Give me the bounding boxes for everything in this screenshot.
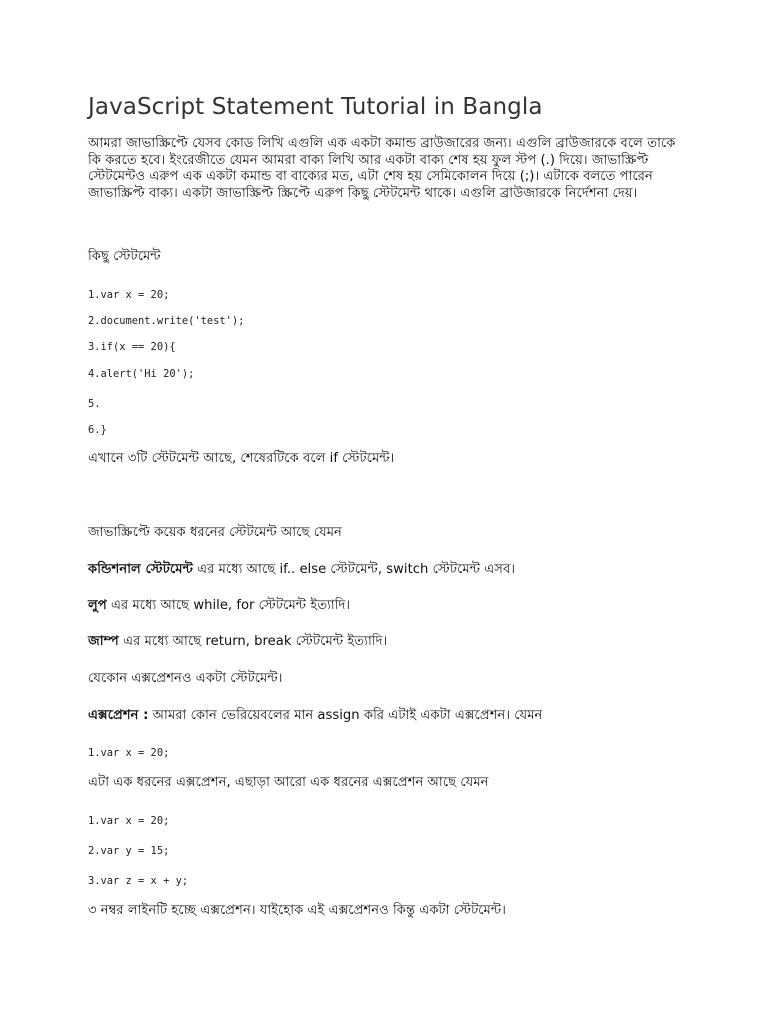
jump-line xyxy=(88,633,387,650)
loop-label: লুপ xyxy=(88,598,107,613)
code-line: 6.} xyxy=(88,424,107,436)
intro-paragraph: আমরা জাভাস্ক্রিপ্টে যেসব কোড লিখি এগুলি এক একটা কমান্ড ব্রাউজারের জন্য। এগুলি ব্রাউজারকে বলে তাকে কি করতে হবে। ইংরেজীতে যেমন আমরা বাক্য লিখি আর একটা বাক্য শেষ হয় ফুল স্টপ (.) দিয়ে। জাভাস্ক্রিপ্ট স্টেটমেন্টও এরুপ এক একটা কমান্ড বা বাক্যের মত, এটা শেষ হয় সেমিকোলন দিয়ে (;)। এটাকে বলতে পারেন জাভাস্ক্রিপ্ট বাক্য। একটা জাভাস্ক্রিপ্ট স্ক্রিপ্টে এরুপ কিছু স্টেটমেন্ট থাকে। এগুলি ব্রাউজারকে নির্দেশনা দেয়। xyxy=(88,136,676,201)
some-statements-heading: কিছু স্টেটমেন্ট xyxy=(88,249,161,264)
code-line: 2.var y = 15; xyxy=(88,845,170,857)
expression-text: আমরা কোন ভেরিয়েবলের মান assign করি এটাই একটা এক্সপ্রেশন। যেমন xyxy=(148,708,543,723)
loop-text: এর মধ্যে আছে while, for স্টেটমেন্ট ইত্যাদি। xyxy=(106,598,351,613)
page-title: JavaScript Statement Tutorial in Bangla xyxy=(88,94,543,120)
closing-text: ৩ নম্বর লাইনটি হচ্ছে এক্সপ্রেশন। যাইহোক এই এক্সপ্রেশনও কিন্তু একটা স্টেটমেন্ট। xyxy=(88,903,506,918)
code-line: 3.if(x == 20){ xyxy=(88,341,176,353)
code-line: 1.var x = 20; xyxy=(88,747,170,759)
jump-text: এর মধ্যে আছে return, break স্টেটমেন্ট ইত্যাদি। xyxy=(118,634,388,649)
types-heading: জাভাস্ক্রিপ্টে কয়েক ধরনের স্টেটমেন্ট আছে যেমন xyxy=(88,525,342,540)
code-line: 1.var x = 20; xyxy=(88,815,170,827)
expression-line xyxy=(88,707,542,724)
code-line: 1.var x = 20; xyxy=(88,289,170,301)
code-line: 5. xyxy=(88,398,101,410)
another-kind-text: এটা এক ধরনের এক্সপ্রেশন, এছাড়া আরো এক ধরনের এক্সপ্রেশন আছে যেমন xyxy=(88,775,489,790)
conditional-line xyxy=(88,561,515,578)
expression-label: এক্সপ্রেশন : xyxy=(88,708,149,723)
code-line: 2.document.write('test'); xyxy=(88,315,245,327)
conditional-label: কন্ডিশনাল স্টেটমেন্ট xyxy=(88,562,193,577)
loop-line xyxy=(88,597,350,614)
after-code-1-text: এখানে ৩টি স্টেটমেন্ট আছে, শেষেরটিকে বলে if স্টেটমেন্ট। xyxy=(88,451,395,466)
conditional-text: এর মধ্যে আছে if.. else স্টেটমেন্ট, switch স্টেটমেন্ট এসব। xyxy=(192,562,516,577)
code-line: 3.var z = x + y; xyxy=(88,875,189,887)
jump-label: জাম্প xyxy=(88,634,119,649)
any-expression-text: যেকোন এক্সপ্রেশনও একটা স্টেটমেন্ট। xyxy=(88,671,283,686)
code-line: 4.alert('Hi 20'); xyxy=(88,368,195,380)
